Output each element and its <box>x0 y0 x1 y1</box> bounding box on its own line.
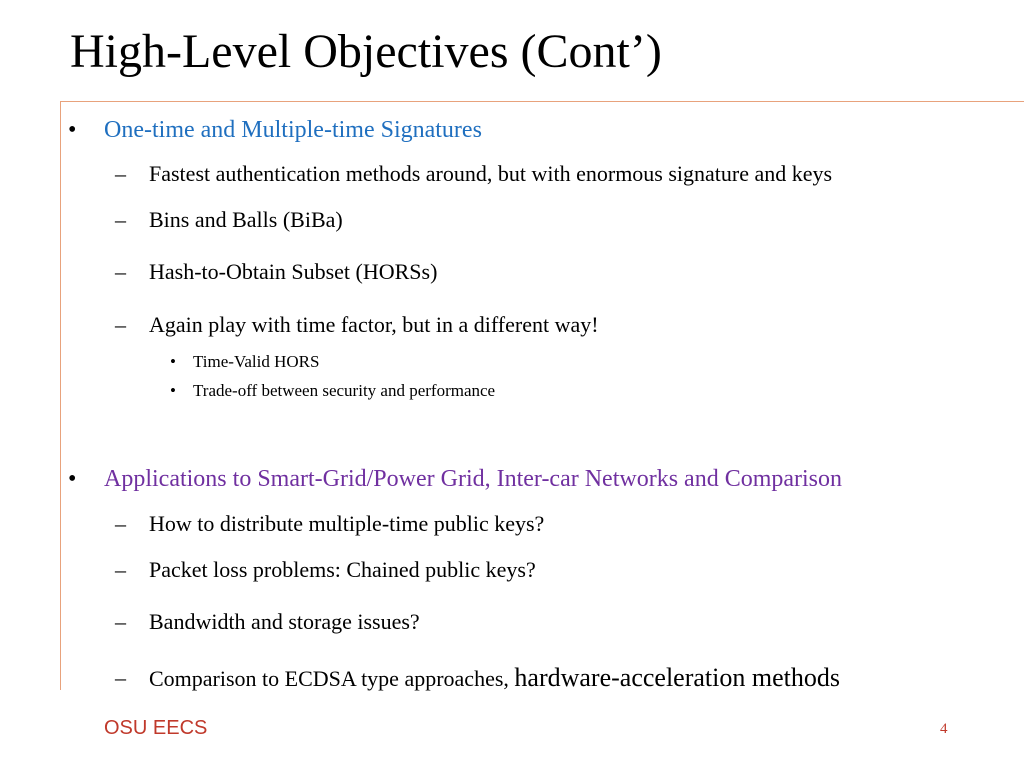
left-border-line <box>60 101 61 690</box>
bullet-marker: • <box>68 466 77 492</box>
dash-marker: – <box>115 312 126 337</box>
subitem-text: Time-Valid HORS <box>193 352 320 371</box>
item-text: Again play with time factor, but in a different way! <box>149 312 599 337</box>
section-1-heading: One-time and Multiple-time Signatures <box>104 117 482 143</box>
bullet-marker: • <box>170 352 176 371</box>
bullet-marker: • <box>170 381 176 400</box>
item-text: Bandwidth and storage issues? <box>149 609 420 634</box>
item-text-part-1: Comparison to ECDSA type approaches, <box>149 666 515 691</box>
dash-marker: – <box>115 557 126 582</box>
slide-title: High-Level Objectives (Cont’) <box>70 25 662 78</box>
item-text: Hash-to-Obtain Subset (HORSs) <box>149 259 438 284</box>
footer-label: OSU EECS <box>104 717 208 739</box>
section-2-heading: Applications to Smart-Grid/Power Grid, Inter-car Networks and Comparison <box>104 466 843 492</box>
dash-marker: – <box>115 665 126 690</box>
item-text-part-2: hardware-acceleration methods <box>514 663 840 692</box>
dash-marker: – <box>115 259 126 284</box>
dash-marker: – <box>115 511 126 536</box>
page-number: 4 <box>940 721 948 737</box>
item-text: Packet loss problems: Chained public keys? <box>149 557 536 582</box>
item-text: Bins and Balls (BiBa) <box>149 207 343 232</box>
item-text <box>149 664 840 693</box>
dash-marker: – <box>115 609 126 634</box>
title-divider <box>60 101 1024 102</box>
subitem-text: Trade-off between security and performance <box>193 381 496 400</box>
bullet-marker: • <box>68 117 77 143</box>
item-text: Fastest authentication methods around, but with enormous signature and keys <box>149 161 833 186</box>
dash-marker: – <box>115 207 126 232</box>
item-text: How to distribute multiple-time public keys? <box>149 511 545 536</box>
dash-marker: – <box>115 161 126 186</box>
